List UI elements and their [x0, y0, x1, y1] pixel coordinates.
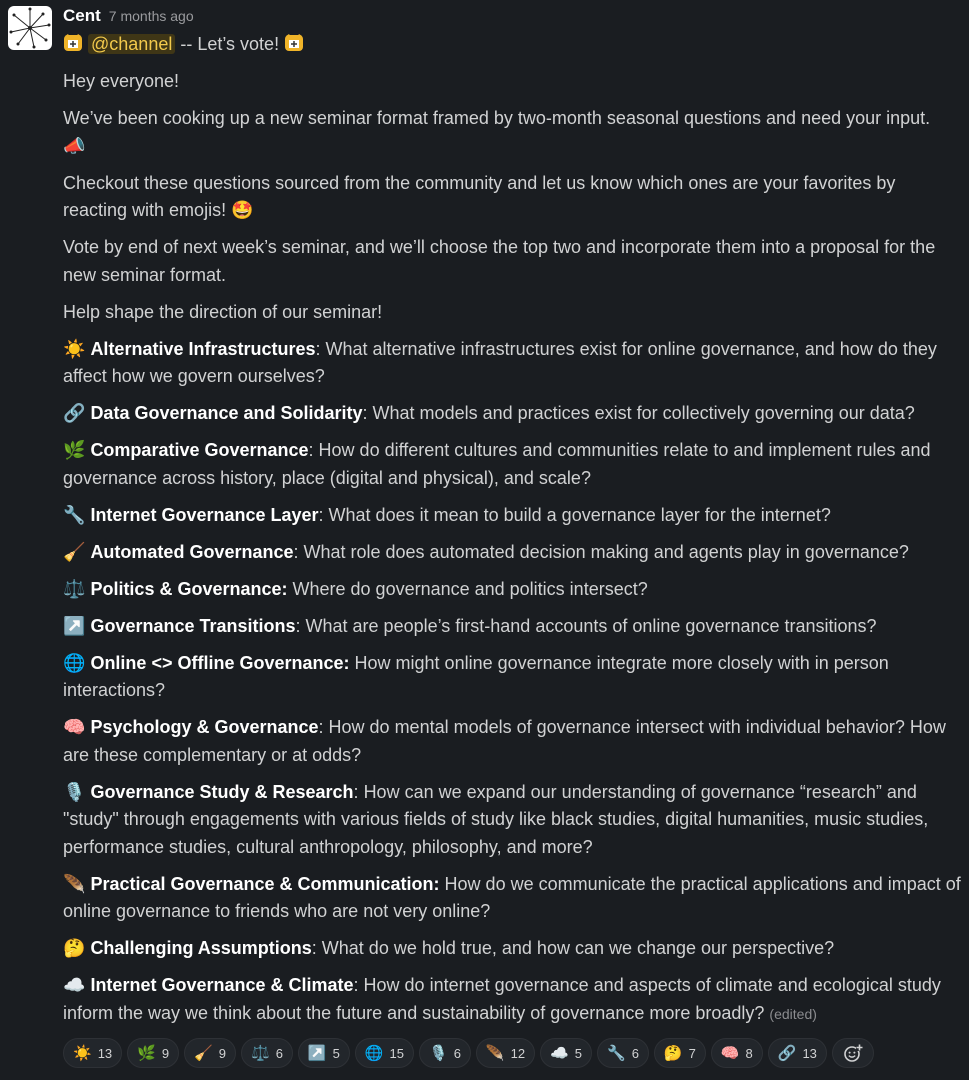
topic-text: What does it mean to build a governance layer for the internet? [328, 504, 831, 525]
brain-icon: 🧠 [63, 717, 86, 738]
topic-separator: : [318, 504, 329, 525]
reaction-count: 5 [574, 1045, 582, 1061]
topic-title: Politics & Governance: [90, 578, 288, 599]
tiger-ballot-icon [63, 33, 83, 53]
feather-icon: 🪶 [485, 1044, 505, 1062]
add-reaction-button[interactable] [832, 1038, 874, 1068]
paragraph [63, 105, 961, 160]
microphone-icon: 🎙️ [63, 781, 86, 803]
topic-title: Practical Governance & Communication: [90, 873, 440, 894]
topic-text: How might online governance integrate more closely with in person interactions? [63, 652, 889, 700]
sun-icon: ☀️ [63, 338, 86, 360]
thinking-face-icon: 🤔 [663, 1044, 683, 1062]
reaction-count: 7 [688, 1045, 696, 1061]
balance-scale-icon: ⚖️ [251, 1044, 270, 1062]
reaction-scales[interactable] [241, 1038, 293, 1068]
topic-separator: : [295, 615, 306, 636]
topic-item [63, 539, 961, 567]
topic-title: Data Governance and Solidarity [90, 403, 363, 423]
broom-icon: 🧹 [194, 1044, 213, 1062]
reaction-feather[interactable] [476, 1038, 535, 1068]
topic-item [63, 400, 961, 428]
topic-title: Governance Study & Research [90, 781, 354, 802]
topic-text: How do internet governance and aspects of climate and ecological study inform the way we think about the future and sustainability of governance more broadly? [63, 975, 941, 1023]
reaction-count: 9 [218, 1045, 226, 1061]
topic-item [63, 650, 961, 705]
cloud-icon: ☁️ [550, 1044, 569, 1062]
reaction-microphone[interactable] [419, 1038, 471, 1068]
link-icon: 🔗 [63, 403, 86, 424]
reaction-wrench[interactable] [597, 1038, 649, 1068]
paragraph: Vote by end of next week’s seminar, and we’ll choose the top two and incorporate them into a proposal for the new seminar format. [63, 237, 936, 285]
topic-text: What alternative infrastructures exist for online governance, and how do they affect how we govern ourselves? [63, 338, 937, 386]
reaction-brain[interactable] [711, 1038, 763, 1068]
add-reaction-icon [843, 1043, 863, 1063]
reaction-arrow[interactable] [298, 1038, 350, 1068]
topic-separator: : [311, 938, 322, 958]
topic-separator: : [362, 403, 373, 423]
topic-title: Comparative Governance [90, 440, 309, 460]
topic-title: Alternative Infrastructures [90, 338, 316, 359]
topic-item [63, 437, 961, 492]
topic-text: What models and practices exist for collectively governing our data? [372, 403, 915, 423]
wrench-icon: 🔧 [63, 504, 86, 526]
topic-item [63, 576, 961, 604]
brain-icon: 🧠 [720, 1044, 740, 1062]
topic-item [63, 972, 961, 1028]
topic-separator: : [353, 781, 364, 802]
sun-icon: ☀️ [73, 1044, 92, 1062]
topic-text: What role does automated decision making and agents play in governance? [303, 541, 909, 562]
arrow-upper-right-icon: ↗️ [63, 615, 86, 637]
link-icon: 🔗 [777, 1044, 797, 1062]
timestamp[interactable]: 7 months ago [108, 8, 194, 24]
reaction-count: 9 [161, 1045, 170, 1061]
topic-text: How can we expand our understanding of governance “research” and "study" through engagements with various fields of study like black studies, digital humanities, music studies, performance studies, cultural anthropology, philosophy, and more? [63, 781, 929, 857]
topic-text: How do we communicate the practical applications and impact of online governance to friends who are not very online? [63, 873, 961, 921]
topic-title: Governance Transitions [90, 615, 296, 636]
topic-separator: : [293, 541, 304, 562]
arrow-upper-right-icon: ↗️ [307, 1044, 327, 1062]
paragraph [63, 170, 961, 225]
star-struck-icon: 🤩 [231, 200, 254, 221]
microphone-icon: 🎙️ [429, 1044, 448, 1062]
topic-item [63, 871, 961, 926]
reaction-count: 5 [332, 1045, 340, 1061]
topic-item [63, 613, 961, 641]
reaction-sun[interactable] [63, 1038, 122, 1068]
globe-icon: 🌐 [364, 1044, 384, 1062]
paragraph-text: We’ve been cooking up a new seminar format framed by two-month seasonal questions and need your input. [63, 108, 931, 128]
reaction-count: 13 [802, 1045, 817, 1061]
message-header [63, 6, 961, 28]
topic-text: Where do governance and politics intersect? [292, 578, 648, 599]
broom-icon: 🧹 [63, 541, 86, 563]
reaction-count: 15 [389, 1045, 404, 1061]
cloud-icon: ☁️ [63, 975, 86, 996]
topic-item [63, 336, 961, 391]
topic-title: Psychology & Governance [90, 717, 319, 737]
topic-title: Internet Governance & Climate [90, 975, 354, 995]
topic-item [63, 502, 961, 530]
topic-list [63, 336, 961, 1029]
reaction-thinking[interactable] [654, 1038, 706, 1068]
megaphone-icon: 📣 [63, 135, 86, 157]
topic-text: What do we hold true, and how can we change our perspective? [321, 938, 835, 958]
topic-item [63, 779, 961, 862]
thinking-face-icon: 🤔 [63, 938, 86, 959]
topic-item [63, 935, 961, 963]
herb-icon: 🌿 [137, 1044, 156, 1062]
wrench-icon: 🔧 [607, 1044, 626, 1062]
reaction-broom[interactable] [184, 1038, 236, 1068]
reaction-count: 12 [510, 1045, 526, 1061]
tiger-ballot-icon [284, 33, 304, 53]
reaction-count: 13 [97, 1045, 113, 1061]
topic-text: How do mental models of governance intersect with individual behavior? How are these complementary or at odds? [63, 717, 946, 765]
topic-item [63, 714, 961, 769]
topic-title: Challenging Assumptions [90, 938, 312, 958]
topic-text: What are people’s first-hand accounts of online governance transitions? [305, 615, 877, 636]
topic-separator: : [353, 975, 364, 995]
reaction-count: 8 [745, 1045, 753, 1061]
globe-icon: 🌐 [63, 652, 86, 674]
herb-icon: 🌿 [63, 440, 86, 461]
reaction-count: 6 [275, 1045, 283, 1061]
channel-mention[interactable]: @channel [88, 34, 175, 54]
paragraph: Hey everyone! [63, 71, 180, 91]
reaction-globe[interactable] [355, 1038, 414, 1068]
balance-scale-icon: ⚖️ [63, 578, 86, 600]
reaction-link[interactable] [768, 1038, 827, 1068]
reaction-cloud[interactable] [540, 1038, 592, 1068]
topic-title: Online <> Offline Governance: [90, 652, 350, 673]
reactions-bar [63, 1038, 961, 1068]
reaction-count: 6 [453, 1045, 461, 1061]
header-text: -- Let’s vote! [180, 34, 280, 54]
header-line [63, 31, 961, 59]
reaction-herb[interactable] [127, 1038, 179, 1068]
avatar[interactable] [8, 6, 52, 50]
topic-text: How do different cultures and communities relate to and implement rules and governance across history, place (digital and physical), and scale? [63, 440, 931, 488]
feather-icon: 🪶 [63, 873, 86, 895]
starburst-logo-icon [8, 6, 52, 50]
topic-separator: : [318, 717, 329, 737]
author-name[interactable]: Cent [63, 6, 101, 25]
topic-title: Automated Governance [90, 541, 294, 562]
paragraph-text: Checkout these questions sourced from the community and let us know which ones are your favorites by reacting with emojis! [63, 172, 896, 220]
paragraph: Help shape the direction of our seminar! [63, 301, 383, 322]
edited-label: (edited) [769, 1005, 817, 1022]
topic-separator: : [315, 338, 326, 359]
topic-title: Internet Governance Layer [90, 504, 319, 525]
reaction-count: 6 [631, 1045, 639, 1061]
topic-separator: : [308, 440, 319, 460]
